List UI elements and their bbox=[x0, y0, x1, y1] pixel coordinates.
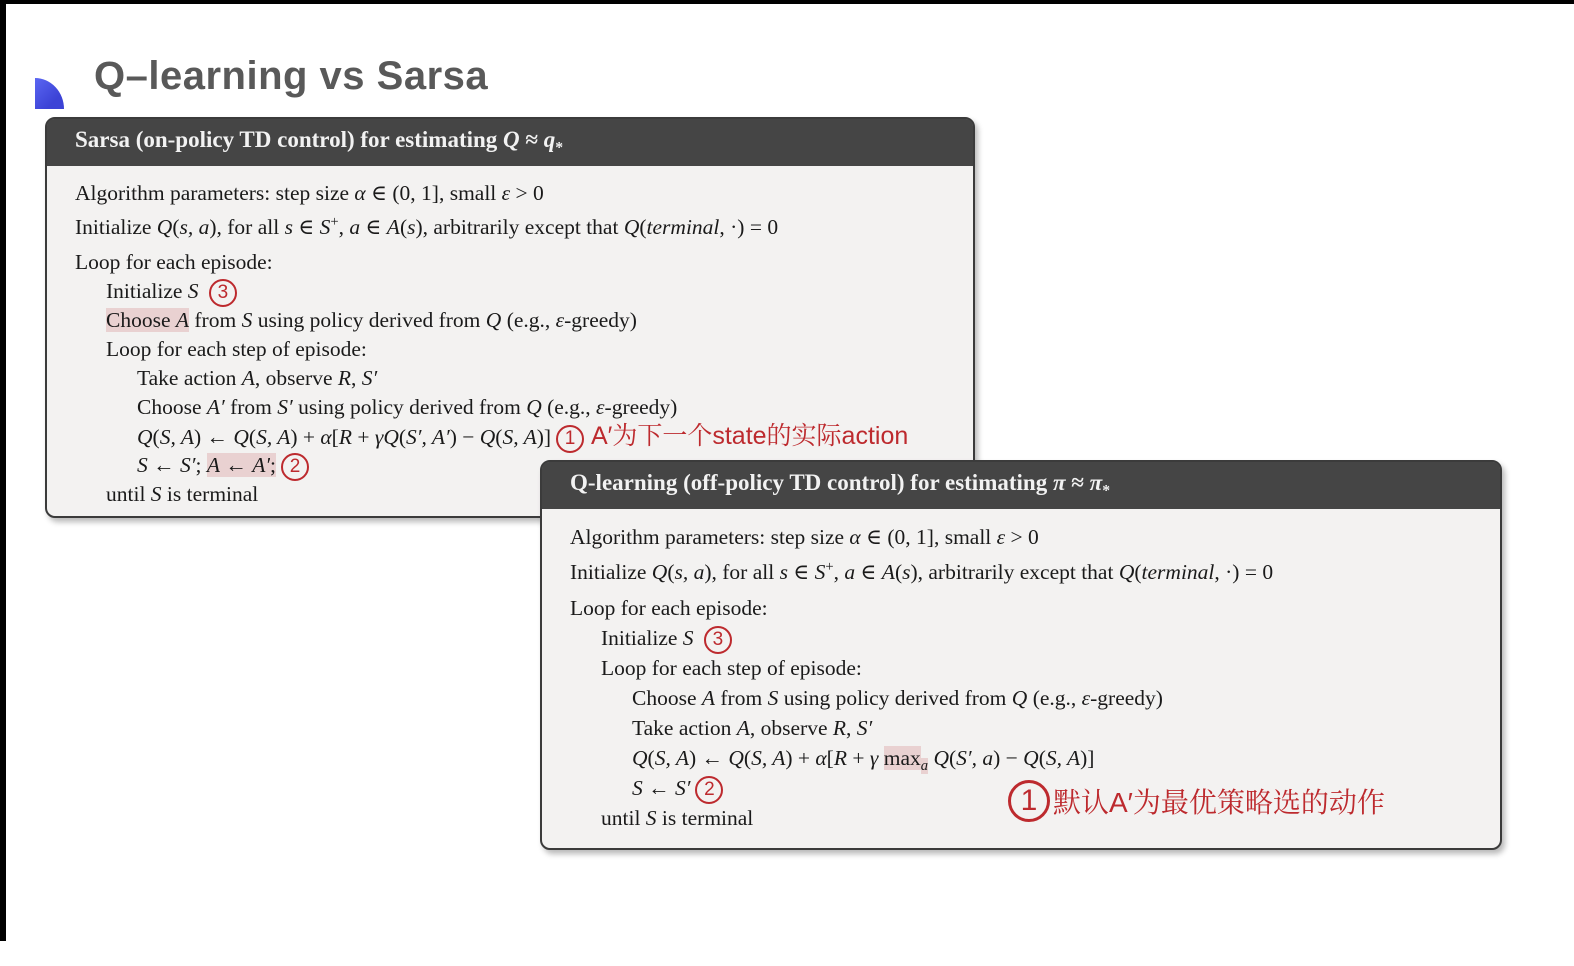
text-segment: ( bbox=[667, 559, 675, 584]
text-segment: ∈ bbox=[855, 559, 882, 584]
algorithm-line bbox=[75, 306, 973, 335]
text-segment: Q bbox=[1118, 559, 1135, 584]
text-segment: S bbox=[645, 805, 657, 830]
text-segment: Algorithm parameters: step size bbox=[75, 180, 355, 205]
text-segment: Choose bbox=[632, 685, 702, 710]
qlearning-box-header bbox=[542, 462, 1500, 509]
text-segment: S bbox=[767, 685, 779, 710]
text-segment: S′ bbox=[180, 452, 196, 477]
text-segment: using policy derived from bbox=[252, 307, 486, 332]
text-segment: Q bbox=[503, 127, 520, 152]
text-segment: A bbox=[206, 452, 220, 477]
text-segment: A bbox=[241, 365, 255, 390]
text-segment: Initialize bbox=[75, 214, 157, 239]
text-segment: Q bbox=[651, 559, 668, 584]
text-segment: ( bbox=[398, 424, 407, 449]
text-segment: terminal bbox=[646, 214, 720, 239]
text-segment: A′ bbox=[206, 394, 225, 419]
text-segment: * bbox=[1102, 482, 1111, 500]
text-segment: s bbox=[779, 559, 788, 584]
text-segment: ( bbox=[743, 745, 752, 770]
algorithm-line bbox=[75, 393, 973, 422]
text-segment: max bbox=[883, 745, 921, 770]
sarsa-algorithm-box bbox=[45, 117, 975, 518]
text-segment: S bbox=[137, 452, 148, 477]
text-segment: ← bbox=[642, 775, 675, 800]
text-segment: using policy derived from bbox=[292, 394, 527, 419]
text-segment: s bbox=[902, 559, 911, 584]
text-segment: ; bbox=[270, 452, 277, 477]
text-segment: Take action bbox=[632, 715, 737, 740]
text-segment: ; bbox=[195, 452, 207, 477]
text-segment: ( bbox=[495, 424, 503, 449]
text-segment: q bbox=[543, 127, 556, 152]
text-segment: α bbox=[849, 524, 861, 549]
text-segment: S′ bbox=[361, 365, 378, 390]
text-segment: ( bbox=[894, 559, 903, 584]
text-segment: until bbox=[601, 805, 646, 830]
algorithm-line bbox=[570, 653, 1500, 683]
text-segment: ← bbox=[219, 452, 253, 477]
text-segment: ) + bbox=[785, 745, 816, 770]
text-segment: ∈ bbox=[787, 559, 815, 584]
text-segment: ( bbox=[152, 424, 160, 449]
text-segment: s bbox=[407, 214, 416, 239]
text-segment: Initialize bbox=[570, 559, 652, 584]
text-segment: ( bbox=[1134, 559, 1142, 584]
text-segment: S bbox=[150, 481, 162, 506]
text-segment: , bbox=[846, 715, 857, 740]
text-segment: Loop for each step of episode: bbox=[106, 336, 367, 361]
text-segment: ∈ bbox=[292, 214, 320, 239]
text-segment: Q bbox=[933, 745, 949, 770]
text-segment: a bbox=[349, 214, 361, 239]
text-segment: Q bbox=[623, 214, 640, 239]
text-segment: Initialize bbox=[601, 625, 683, 650]
text-segment: ) ← bbox=[688, 745, 729, 770]
text-segment: ( bbox=[948, 745, 957, 770]
text-segment: Q bbox=[137, 424, 153, 449]
qlearning-header-text bbox=[570, 470, 1111, 500]
text-segment: R bbox=[832, 715, 847, 740]
text-segment: Take action bbox=[137, 365, 242, 390]
text-segment: from bbox=[224, 394, 278, 419]
text-segment: Q bbox=[1011, 685, 1028, 710]
text-segment: , observe bbox=[749, 715, 833, 740]
text-segment: using policy derived from bbox=[778, 685, 1012, 710]
algorithm-line bbox=[570, 593, 1500, 623]
algorithm-line bbox=[75, 277, 973, 306]
text-segment: S, A bbox=[1045, 745, 1081, 770]
text-segment: Q bbox=[632, 745, 648, 770]
sarsa-box-header bbox=[47, 119, 973, 166]
text-segment: + bbox=[825, 558, 834, 575]
text-segment: ε bbox=[596, 394, 605, 419]
algorithm-line bbox=[570, 522, 1500, 552]
algorithm-line bbox=[570, 713, 1500, 743]
text-segment: s, a bbox=[674, 559, 705, 584]
text-segment: S bbox=[319, 214, 331, 239]
text-segment: α bbox=[320, 424, 332, 449]
text-segment: , bbox=[338, 214, 350, 239]
text-segment: α bbox=[815, 745, 827, 770]
text-segment: + bbox=[846, 745, 870, 770]
algorithm-line bbox=[570, 623, 1500, 653]
text-segment: A bbox=[175, 307, 190, 332]
circled-number-3: 3 bbox=[209, 279, 237, 307]
text-segment: Algorithm parameters: step size bbox=[570, 524, 850, 549]
text-segment: S′ bbox=[856, 715, 873, 740]
text-segment: )] bbox=[536, 424, 552, 449]
text-segment: Sarsa (on-policy TD control) for estimating bbox=[75, 127, 504, 152]
text-segment: > 0 bbox=[510, 180, 544, 205]
text-segment: , ·) = 0 bbox=[719, 214, 779, 239]
text-segment: ( bbox=[647, 745, 655, 770]
text-segment: , bbox=[833, 559, 845, 584]
text-segment: ), for all bbox=[209, 214, 285, 239]
text-segment: Q bbox=[1023, 745, 1039, 770]
circled-number-3: 3 bbox=[704, 626, 732, 654]
text-segment: A′ bbox=[252, 452, 271, 477]
text-segment: ), arbitrarily except that bbox=[415, 214, 624, 239]
text-segment: a bbox=[844, 559, 856, 584]
algorithm-line bbox=[75, 179, 973, 208]
sarsa-box-body bbox=[47, 166, 973, 509]
text-segment: S, A bbox=[502, 424, 537, 449]
text-segment: (e.g., bbox=[1027, 685, 1082, 710]
text-segment: Q bbox=[728, 745, 744, 770]
text-segment: ε bbox=[501, 180, 511, 205]
text-segment: Q bbox=[526, 394, 542, 419]
blue-corner-shape bbox=[35, 78, 64, 109]
algorithm-line bbox=[75, 248, 973, 277]
text-segment: ← bbox=[147, 452, 180, 477]
text-segment: terminal bbox=[1141, 559, 1215, 584]
text-segment: ε bbox=[996, 524, 1006, 549]
text-segment: A bbox=[386, 214, 400, 239]
text-segment: Q bbox=[156, 214, 173, 239]
qlearning-algorithm-box bbox=[540, 460, 1502, 850]
algorithm-line bbox=[570, 683, 1500, 713]
page-title: Q–learning vs Sarsa bbox=[94, 54, 489, 98]
text-segment: ( bbox=[399, 214, 408, 239]
text-segment: γ bbox=[869, 745, 884, 770]
text-segment: -greedy) bbox=[604, 394, 678, 419]
text-segment: ) + bbox=[290, 424, 321, 449]
text-segment: R bbox=[833, 745, 847, 770]
text-segment: [ bbox=[826, 745, 834, 770]
text-segment: ε bbox=[555, 307, 565, 332]
text-segment: ), for all bbox=[704, 559, 780, 584]
text-segment: ( bbox=[639, 214, 647, 239]
text-segment: ), arbitrarily except that bbox=[910, 559, 1119, 584]
text-segment: Choose bbox=[106, 307, 176, 332]
text-segment: S′ bbox=[675, 775, 691, 800]
text-segment: S bbox=[187, 278, 204, 303]
sarsa-header-text bbox=[75, 127, 564, 157]
text-segment: is terminal bbox=[656, 805, 754, 830]
top-border bbox=[0, 0, 1574, 4]
text-segment: , ·) = 0 bbox=[1214, 559, 1274, 584]
text-segment: -greedy) bbox=[564, 307, 637, 332]
text-segment: ) − bbox=[993, 745, 1024, 770]
left-border bbox=[0, 0, 6, 941]
text-segment: Loop for each step of episode: bbox=[601, 655, 862, 680]
text-segment: ∈ bbox=[360, 214, 387, 239]
text-segment: ( bbox=[172, 214, 180, 239]
text-segment: , bbox=[351, 365, 362, 390]
circled-number-2: 2 bbox=[695, 776, 723, 804]
text-segment: )] bbox=[1080, 745, 1095, 770]
text-segment: S, A bbox=[654, 745, 689, 770]
text-segment: until bbox=[106, 481, 151, 506]
text-segment: S′, A′ bbox=[406, 424, 450, 449]
text-segment: Q bbox=[233, 424, 249, 449]
text-segment: S bbox=[682, 625, 699, 650]
text-segment: ε bbox=[1081, 685, 1091, 710]
circled-number-1-large: 1 bbox=[1008, 780, 1050, 822]
text-segment: α bbox=[354, 180, 366, 205]
text-segment: R bbox=[337, 365, 352, 390]
text-segment: (e.g., bbox=[501, 307, 556, 332]
text-segment: > 0 bbox=[1005, 524, 1039, 549]
text-segment: R bbox=[338, 424, 352, 449]
text-segment: (e.g., bbox=[541, 394, 597, 419]
text-segment: A′为下一个state的实际action bbox=[584, 421, 909, 450]
text-segment: Initialize bbox=[106, 278, 188, 303]
text-segment: ( bbox=[1038, 745, 1046, 770]
text-segment: from bbox=[189, 307, 242, 332]
text-segment: Loop for each episode: bbox=[570, 595, 768, 620]
text-segment: , observe bbox=[254, 365, 338, 390]
text-segment: ≈ bbox=[519, 127, 544, 152]
text-segment: [ bbox=[331, 424, 339, 449]
text-segment: Loop for each episode: bbox=[75, 249, 273, 274]
text-segment: A bbox=[701, 685, 716, 710]
circled-number-2: 2 bbox=[281, 453, 309, 481]
qlearning-annotation-text: 默认A′为最优策略选的动作 bbox=[1053, 787, 1385, 818]
text-segment: * bbox=[555, 139, 564, 157]
text-segment: Q bbox=[485, 307, 502, 332]
text-segment: s bbox=[284, 214, 293, 239]
text-segment: -greedy) bbox=[1090, 685, 1163, 710]
text-segment: ∈ (0, 1], small bbox=[860, 524, 997, 549]
text-segment: a bbox=[920, 757, 929, 774]
text-segment: S bbox=[814, 559, 826, 584]
algorithm-line bbox=[570, 743, 1500, 773]
text-segment: S bbox=[632, 775, 643, 800]
text-segment: from bbox=[715, 685, 768, 710]
text-segment: + bbox=[330, 213, 339, 230]
text-segment: ) − bbox=[449, 424, 480, 449]
text-segment: s, a bbox=[179, 214, 210, 239]
text-segment: A bbox=[881, 559, 895, 584]
text-segment: S bbox=[241, 307, 253, 332]
circled-number-1: 1 bbox=[556, 425, 584, 453]
qlearning-annotation bbox=[1008, 780, 1385, 822]
algorithm-line bbox=[75, 364, 973, 393]
text-segment: Choose bbox=[137, 394, 207, 419]
algorithm-line bbox=[75, 335, 973, 364]
text-segment: ) ← bbox=[193, 424, 234, 449]
text-segment: ∈ (0, 1], small bbox=[365, 180, 502, 205]
algorithm-line bbox=[570, 552, 1500, 582]
text-segment: S′ bbox=[277, 394, 293, 419]
text-segment: S′, a bbox=[956, 745, 994, 770]
text-segment: γQ bbox=[374, 424, 399, 449]
text-segment: is terminal bbox=[161, 481, 259, 506]
algorithm-line bbox=[75, 208, 973, 237]
text-segment: + bbox=[351, 424, 375, 449]
text-segment: ≈ bbox=[1065, 470, 1090, 495]
text-segment: S, A bbox=[751, 745, 786, 770]
text-segment: Q-learning (off-policy TD control) for estimating bbox=[570, 470, 1053, 495]
text-segment: S, A bbox=[256, 424, 291, 449]
text-segment: A bbox=[736, 715, 750, 740]
text-segment: π bbox=[1052, 470, 1066, 495]
text-segment: ( bbox=[248, 424, 257, 449]
algorithm-line bbox=[75, 422, 973, 451]
text-segment: π bbox=[1089, 470, 1103, 495]
text-segment: S, A bbox=[159, 424, 194, 449]
text-segment: Q bbox=[479, 424, 496, 449]
